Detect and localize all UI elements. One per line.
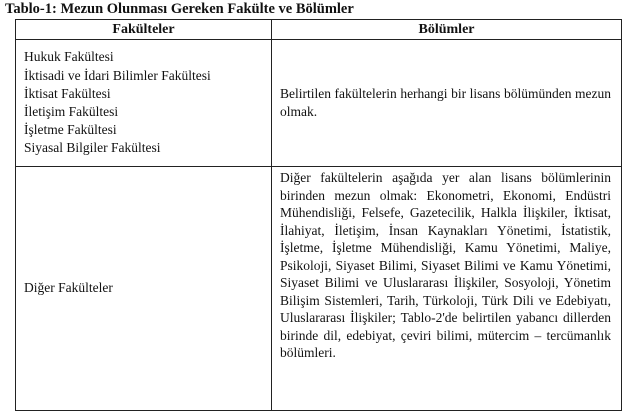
faculty-cell: Diğer Fakülteler <box>16 167 272 411</box>
table-row <box>16 167 622 411</box>
faculty-item: Siyasal Bilgiler Fakültesi <box>24 140 161 156</box>
table-caption: Tablo-1: Mezun Olunması Gereken Fakülte ve Bölümler <box>5 1 354 17</box>
faculty-item: Hukuk Fakültesi <box>24 49 114 65</box>
table-row <box>16 40 622 167</box>
departments-cell: Belirtilen fakültelerin herhangi bir lisans bölümünden mezun olmak. <box>272 40 622 167</box>
faculty-list-cell <box>16 40 272 167</box>
faculty-item: İşletme Fakültesi <box>24 122 117 138</box>
faculty-item: İktisadi ve İdari Bilimler Fakültesi <box>24 67 211 83</box>
faculty-item: İktisat Fakültesi <box>24 85 111 101</box>
faculty-list <box>24 48 267 157</box>
faculty-item: İletişim Fakültesi <box>24 104 119 119</box>
table-header-row <box>16 20 622 40</box>
departments-text: Diğer fakültelerin aşağıda yer alan lisans bölümlerinin birinden mezun olmak: Ekonometri, Ekonomi, Endüstri Mühendisliği, Felsefe, Gazetecilik, Halkla İlişkiler, İktisat, İlahiyat, İletişim, İnsan Kaynakları Yönetimi, İstatistik, İşletme, İşletme Mühendisliği, Kamu Yönetimi, Maliye, Psikoloji, Siyaset Bilimi, Siyaset Bilimi ve Kamu Yönetimi, Siyaset Bilimi ve Uluslararası İlişkiler, Sosyoloji, Yönetim Bilişim Sistemleri, Tarih, Türkoloji, Türk Dili ve Edebiyatı, Uluslararası İlişkiler; Tablo-2'de belirtilen yabancı dillerden birinde dil, edebiyat, çeviri bilimi, mütercim – tercümanlık bölümleri. <box>280 170 611 360</box>
faculty-department-table <box>15 19 622 411</box>
header-departments: Bölümler <box>272 20 622 40</box>
header-faculties: Fakülteler <box>16 20 272 40</box>
departments-cell <box>272 167 622 411</box>
